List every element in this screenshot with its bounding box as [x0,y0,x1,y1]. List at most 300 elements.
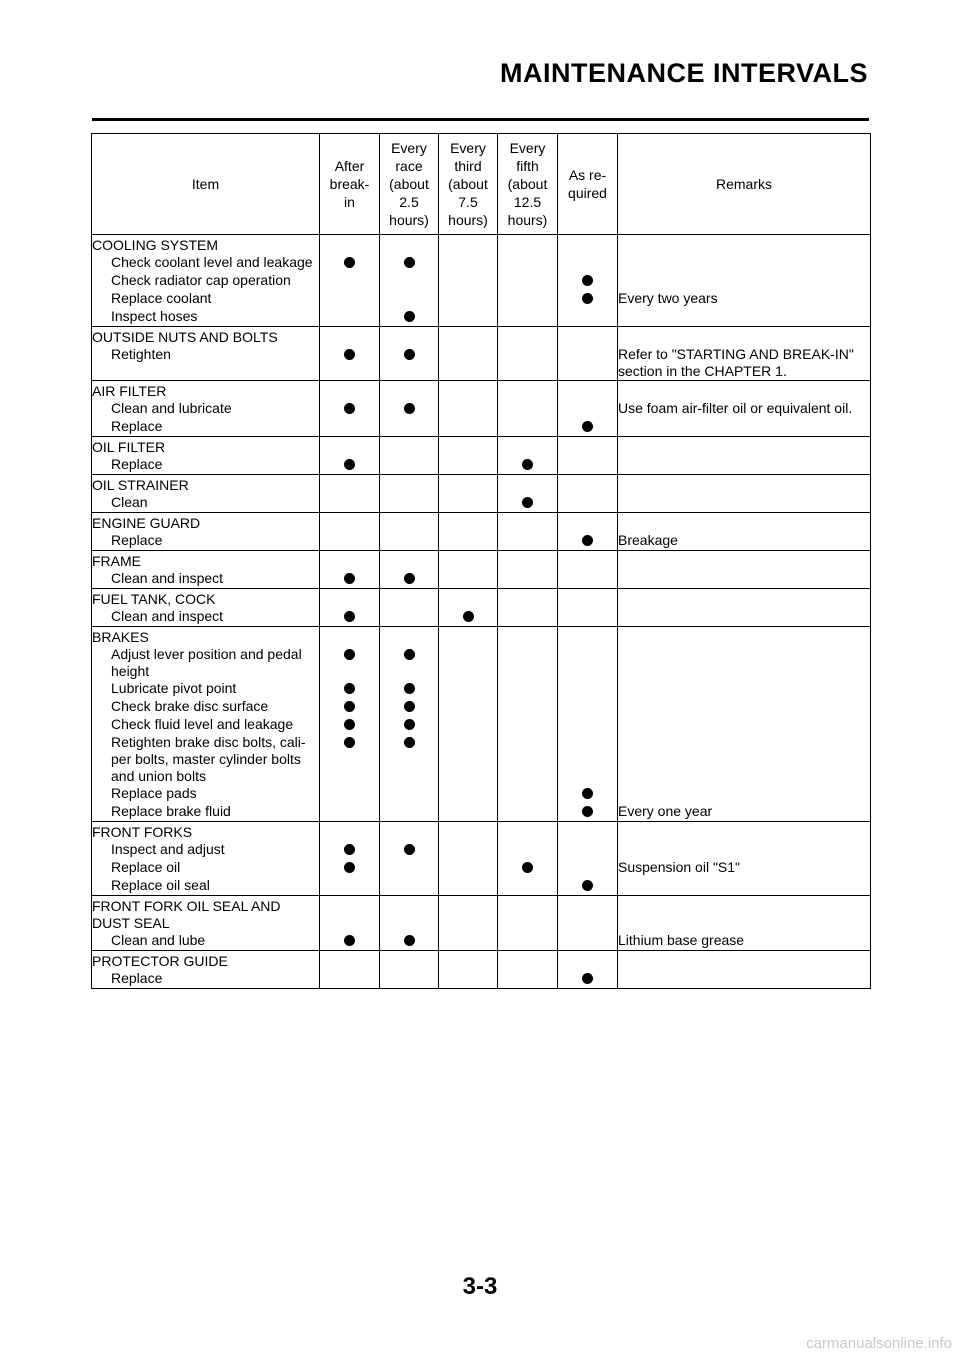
group-header-row [92,437,871,457]
item-cell [92,932,320,951]
header-interval-2 [380,134,439,235]
interval-cell [558,290,618,308]
interval-cell [439,785,498,803]
item-cell [92,698,320,716]
item-cell [92,841,320,859]
empty-cell [558,589,618,609]
empty-cell [320,235,380,255]
bullet-mark-icon [582,535,593,546]
interval-cell [439,346,498,381]
interval-cell [498,494,558,513]
interval-cell [320,608,380,627]
item-name: Check coolant level and leakage [111,254,313,270]
group-header-row [92,513,871,533]
bullet-mark-icon [522,459,533,470]
interval-cell [558,400,618,418]
bullet-mark-icon [582,293,593,304]
empty-cell [618,896,871,933]
interval-cell [320,716,380,734]
bullet-mark-icon [582,421,593,432]
table-row [92,308,871,327]
interval-cell [498,646,558,680]
interval-cell [439,400,498,418]
interval-cell [380,418,439,437]
remark-cell [618,418,871,437]
interval-cell [558,785,618,803]
item-cell [92,494,320,513]
interval-cell [498,859,558,877]
empty-cell [498,327,558,347]
bullet-mark-icon [344,701,355,712]
group-name: ENGINE GUARD [92,515,201,531]
empty-cell [558,381,618,401]
bullet-mark-icon [344,862,355,873]
item-cell [92,680,320,698]
empty-cell [380,896,439,933]
empty-cell [380,951,439,971]
maintenance-table [91,133,871,989]
interval-cell [320,400,380,418]
remark-text: Every two years [618,290,718,306]
interval-cell [498,308,558,327]
bullet-mark-icon [522,497,533,508]
empty-cell [558,896,618,933]
empty-cell [320,437,380,457]
table-row [92,734,871,785]
interval-cell [558,734,618,785]
remark-cell [618,803,871,822]
interval-cell [380,456,439,475]
interval-cell [320,932,380,951]
interval-cell [558,841,618,859]
bullet-mark-icon [404,573,415,584]
group-name-cell [92,589,320,609]
interval-cell [380,680,439,698]
empty-cell [439,822,498,842]
interval-cell [558,570,618,589]
interval-cell [320,272,380,290]
group-header-row [92,475,871,495]
table-row [92,716,871,734]
interval-cell [380,494,439,513]
group-name: OIL STRAINER [92,477,189,493]
item-cell [92,646,320,680]
empty-cell [380,437,439,457]
empty-cell [498,475,558,495]
header-line: Every [450,140,486,156]
empty-cell [320,475,380,495]
item-name: Clean and inspect [111,570,224,586]
interval-cell [320,254,380,272]
interval-cell [558,716,618,734]
group-name: COOLING SYSTEM [92,237,219,253]
empty-cell [558,822,618,842]
bullet-mark-icon [404,701,415,712]
empty-cell [558,327,618,347]
header-interval-4 [498,134,558,235]
interval-cell [439,932,498,951]
group-header-row [92,589,871,609]
empty-cell [558,475,618,495]
item-name: Check radiator cap operation [111,272,291,288]
remark-cell [618,877,871,896]
interval-cell [320,970,380,989]
interval-cell [439,456,498,475]
interval-cell [320,346,380,381]
item-name: Clean [111,494,148,510]
empty-cell [618,513,871,533]
header-line: fifth [516,158,539,174]
remark-cell [618,698,871,716]
interval-cell [498,532,558,551]
item-name: Replace brake fluid [111,803,231,819]
empty-cell [558,551,618,571]
empty-cell [439,589,498,609]
item-cell [92,803,320,822]
table-group [92,381,871,437]
group-name: AIR FILTER [92,383,167,399]
interval-cell [380,346,439,381]
group-name-cell [92,627,320,647]
header-line: quired [568,185,607,201]
table-row [92,608,871,627]
group-name: FRAME [92,553,141,569]
interval-cell [380,646,439,680]
table-group [92,235,871,327]
bullet-mark-icon [522,862,533,873]
empty-cell [558,951,618,971]
bullet-mark-icon [344,573,355,584]
group-name: OIL FILTER [92,439,166,455]
interval-cell [558,254,618,272]
table-row [92,698,871,716]
interval-cell [380,608,439,627]
empty-cell [380,513,439,533]
empty-cell [439,896,498,933]
interval-cell [380,570,439,589]
interval-cell [498,970,558,989]
interval-cell [439,877,498,896]
empty-cell [618,327,871,347]
interval-cell [498,254,558,272]
group-name: FUEL TANK, COCK [92,591,216,607]
empty-cell [439,475,498,495]
table-group [92,627,871,822]
interval-cell [380,970,439,989]
interval-cell [439,308,498,327]
table-group [92,513,871,551]
item-name: Inspect hoses [111,308,198,324]
watermark: carmanualsonline.info [806,1335,952,1352]
item-name: Replace [111,970,163,986]
interval-cell [439,970,498,989]
interval-cell [380,932,439,951]
bullet-mark-icon [344,719,355,730]
bullet-mark-icon [404,311,415,322]
interval-cell [498,841,558,859]
remark-cell [618,785,871,803]
table-row [92,494,871,513]
interval-cell [320,698,380,716]
interval-cell [320,646,380,680]
empty-cell [320,822,380,842]
item-name: Clean and lubricate [111,400,232,416]
group-name: OUTSIDE NUTS AND BOLTS [92,329,278,345]
bullet-mark-icon [404,683,415,694]
interval-cell [320,456,380,475]
interval-cell [498,272,558,290]
interval-cell [558,859,618,877]
interval-cell [380,877,439,896]
interval-cell [320,308,380,327]
header-line: 7.5 [458,194,478,210]
empty-cell [618,951,871,971]
empty-cell [498,627,558,647]
item-name: Retighten brake disc bolts, cali-per bolts, master cylinder bolts and union bolts [111,734,306,784]
remark-text: Use foam air-filter oil or equivalent oil. [618,400,853,416]
remark-cell [618,970,871,989]
empty-cell [320,589,380,609]
table-row [92,272,871,290]
item-cell [92,970,320,989]
interval-cell [320,785,380,803]
page-number: 3-3 [462,1273,498,1300]
interval-cell [380,308,439,327]
table-row [92,680,871,698]
empty-cell [439,551,498,571]
interval-cell [558,456,618,475]
interval-cell [498,785,558,803]
item-name: Replace [111,456,163,472]
bullet-mark-icon [404,719,415,730]
group-header-row [92,896,871,933]
group-header-row [92,627,871,647]
interval-cell [439,734,498,785]
item-cell [92,400,320,418]
interval-cell [498,608,558,627]
empty-cell [618,475,871,495]
bullet-mark-icon [344,935,355,946]
interval-cell [558,346,618,381]
empty-cell [498,896,558,933]
table-group [92,896,871,951]
group-name-cell [92,327,320,347]
remark-cell [618,680,871,698]
bullet-mark-icon [582,880,593,891]
table-row [92,418,871,437]
remark-cell [618,646,871,680]
group-header-row [92,381,871,401]
header-interval-3 [439,134,498,235]
empty-cell [380,475,439,495]
bullet-mark-icon [344,611,355,622]
item-cell [92,254,320,272]
group-header-row [92,327,871,347]
interval-cell [320,494,380,513]
empty-cell [558,437,618,457]
interval-cell [380,859,439,877]
empty-cell [558,627,618,647]
item-name: Lubricate pivot point [111,680,237,696]
group-name-cell [92,381,320,401]
page-title: MAINTENANCE INTERVALS [499,58,868,88]
interval-cell [439,608,498,627]
group-name-cell [92,437,320,457]
group-name: FRONT FORK OIL SEAL AND DUST SEAL [92,898,281,931]
interval-cell [558,418,618,437]
interval-cell [498,734,558,785]
header-line: As re- [568,167,607,183]
empty-cell [439,513,498,533]
empty-cell [320,896,380,933]
header-line: hours) [507,212,548,228]
group-name-cell [92,235,320,255]
interval-cell [558,680,618,698]
empty-cell [618,437,871,457]
remark-cell [618,932,871,951]
group-name-cell [92,551,320,571]
bullet-mark-icon [582,788,593,799]
interval-cell [320,290,380,308]
table-group [92,822,871,896]
empty-cell [498,381,558,401]
empty-cell [380,589,439,609]
remark-text: Every one year [618,803,713,819]
interval-cell [498,570,558,589]
interval-cell [320,841,380,859]
remark-text: Lithium base grease [618,932,745,948]
empty-cell [320,513,380,533]
item-name: Replace [111,418,163,434]
empty-cell [380,381,439,401]
item-name: Clean and lube [111,932,206,948]
item-cell [92,716,320,734]
header-remarks [618,134,871,235]
bullet-mark-icon [404,257,415,268]
interval-cell [558,608,618,627]
item-cell [92,456,320,475]
empty-cell [498,822,558,842]
table-header [92,134,871,235]
remark-text: Suspension oil "S1" [618,859,741,875]
empty-cell [380,822,439,842]
interval-cell [558,308,618,327]
header-line: 12.5 [513,194,542,210]
item-name: Clean and inspect [111,608,224,624]
empty-cell [618,627,871,647]
table-row [92,254,871,272]
table-group [92,951,871,989]
group-name-cell [92,475,320,495]
interval-cell [439,646,498,680]
interval-cell [439,570,498,589]
empty-cell [618,381,871,401]
empty-cell [498,589,558,609]
interval-cell [380,400,439,418]
header-line: third [454,158,482,174]
bullet-mark-icon [404,935,415,946]
empty-cell [558,235,618,255]
item-name: Replace pads [111,785,197,801]
header-line: Item [191,176,220,192]
empty-cell [320,951,380,971]
remark-cell [618,608,871,627]
bullet-mark-icon [344,649,355,660]
table-group [92,475,871,513]
empty-cell [618,589,871,609]
header-line: Every [391,140,427,156]
empty-cell [558,513,618,533]
remark-text: Breakage [618,532,678,548]
interval-cell [439,254,498,272]
interval-cell [558,272,618,290]
interval-cell [498,716,558,734]
bullet-mark-icon [404,737,415,748]
empty-cell [380,327,439,347]
header-line: (about [448,176,488,192]
table-row [92,785,871,803]
bullet-mark-icon [404,844,415,855]
interval-cell [498,418,558,437]
empty-cell [498,951,558,971]
interval-cell [320,803,380,822]
group-name: BRAKES [92,629,149,645]
interval-cell [439,494,498,513]
interval-cell [439,803,498,822]
empty-cell [498,437,558,457]
remark-cell [618,308,871,327]
remark-cell [618,532,871,551]
bullet-mark-icon [463,611,474,622]
header-line: in [344,194,355,210]
remark-cell [618,272,871,290]
remark-text: Refer to "STARTING AND BREAK-IN" section in the CHAPTER 1. [618,346,854,379]
header-line: race [395,158,423,174]
item-cell [92,272,320,290]
interval-cell [320,877,380,896]
interval-cell [380,841,439,859]
interval-cell [558,803,618,822]
remark-cell [618,290,871,308]
interval-cell [380,272,439,290]
item-name: Adjust lever position and pedal height [111,646,302,679]
empty-cell [320,327,380,347]
table-group [92,327,871,381]
header-item [92,134,320,235]
table-row [92,932,871,951]
table-row [92,532,871,551]
header-line: (about [507,176,548,192]
interval-cell [498,680,558,698]
item-name: Check brake disc surface [111,698,269,714]
interval-cell [558,532,618,551]
group-name-cell [92,896,320,933]
interval-cell [439,841,498,859]
table-group [92,589,871,627]
interval-cell [558,646,618,680]
item-name: Replace coolant [111,290,212,306]
empty-cell [439,235,498,255]
bullet-mark-icon [344,459,355,470]
remark-cell [618,456,871,475]
item-cell [92,608,320,627]
item-cell [92,785,320,803]
interval-cell [320,680,380,698]
item-cell [92,859,320,877]
group-header-row [92,951,871,971]
empty-cell [439,327,498,347]
remark-cell [618,400,871,418]
